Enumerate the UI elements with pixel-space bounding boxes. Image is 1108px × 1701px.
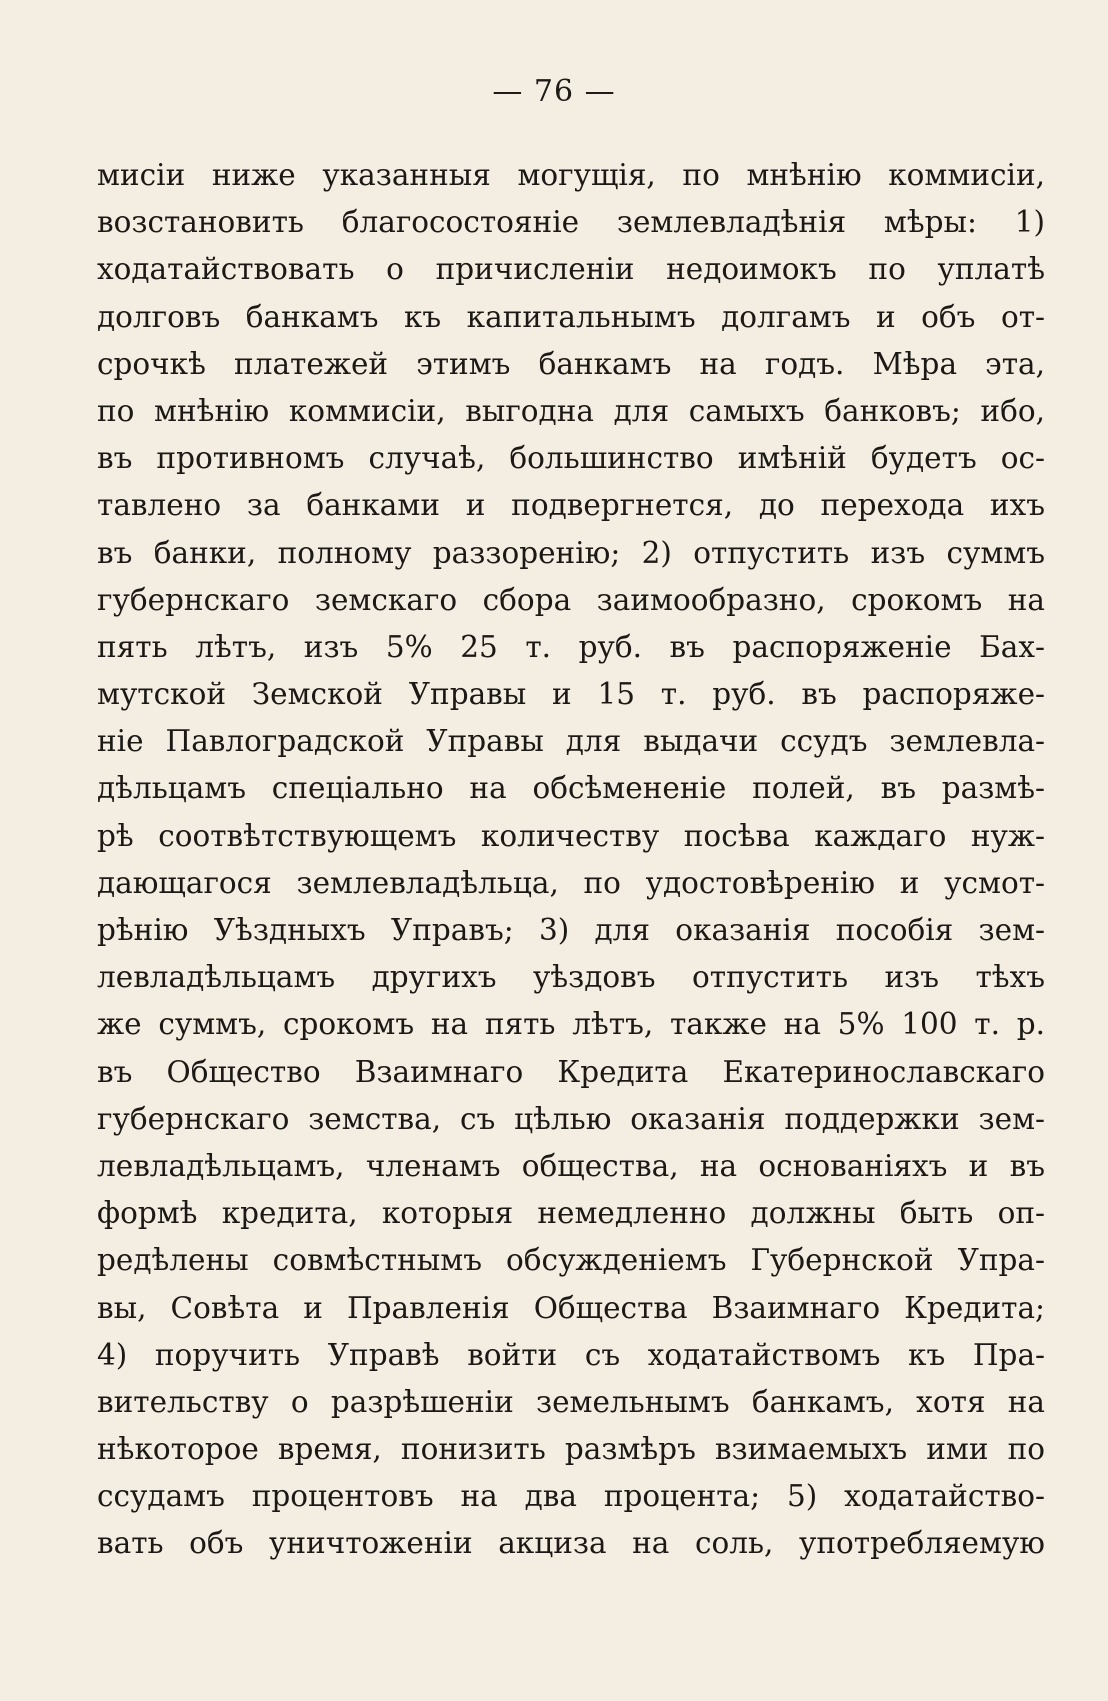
text-line: возстановить благосостояніе землевладѣнія мѣры: 1): [97, 205, 1045, 240]
text-line: мисіи ниже указанныя могущія, по мнѣнію коммисіи,: [97, 158, 1045, 192]
text-line: 4) поручить Управѣ войти съ ходатайствомъ къ Пра-: [97, 1337, 1045, 1372]
text-line: мутской Земской Управы и 15 т. руб. въ распоряже-: [97, 677, 1045, 712]
text-line: нѣкоторое время, понизить размѣръ взимаемыхъ ими по: [97, 1432, 1045, 1467]
text-line: ссудамъ процентовъ на два процента; 5) ходатайство-: [97, 1479, 1045, 1514]
text-line: долговъ банкамъ къ капитальнымъ долгамъ и объ от-: [97, 299, 1045, 334]
text-line: левладѣльцамъ, членамъ общества, на основаніяхъ и въ: [97, 1148, 1045, 1183]
text-line: формѣ кредита, которыя немедленно должны быть оп-: [97, 1196, 1045, 1231]
text-line: дающагося землевладѣльца, по удостовѣренію и усмот-: [97, 865, 1045, 900]
body-text: [97, 152, 1045, 1568]
text-line: рѣ соотвѣтствующемъ количеству посѣва каждаго нуж-: [97, 818, 1045, 853]
text-line: тавлено за банками и подвергнется, до перехода ихъ: [97, 488, 1045, 523]
text-line: въ противномъ случаѣ, большинство имѣній будетъ ос-: [97, 441, 1045, 476]
text-line: срочкѣ платежей этимъ банкамъ на годъ. Мѣра эта,: [97, 346, 1045, 381]
text-line: ніе Павлоградской Управы для выдачи ссудъ землевла-: [97, 724, 1045, 759]
text-line: редѣлены совмѣстнымъ обсужденіемъ Губернской Упра-: [97, 1243, 1045, 1278]
text-line: вительству о разрѣшеніи земельнымъ банкамъ, хотя на: [97, 1384, 1045, 1419]
page-number: — 76 —: [492, 74, 616, 109]
text-line: вать объ уничтоженіи акциза на соль, употребляемую: [97, 1526, 1045, 1561]
text-line: же суммъ, срокомъ на пять лѣтъ, также на 5% 100 т. р.: [97, 1007, 1045, 1042]
text-line: вы, Совѣта и Правленія Общества Взаимнаго Кредита;: [97, 1290, 1045, 1325]
text-line: пять лѣтъ, изъ 5% 25 т. руб. въ распоряженіе Бах-: [97, 629, 1045, 664]
text-line: ходатайствовать о причисленіи недоимокъ по уплатѣ: [97, 252, 1045, 287]
text-line: въ Общество Взаимнаго Кредита Екатеринославскаго: [97, 1054, 1045, 1089]
text-line: по мнѣнію коммисіи, выгодна для самыхъ банковъ; ибо,: [97, 393, 1045, 428]
text-line: дѣльцамъ спеціально на обсѣмененіе полей, въ размѣ-: [97, 771, 1045, 806]
text-line: левладѣльцамъ другихъ уѣздовъ отпустить изъ тѣхъ: [97, 960, 1045, 995]
text-line: въ банки, полному раззоренію; 2) отпустить изъ суммъ: [97, 535, 1045, 570]
text-line: рѣнію Уѣздныхъ Управъ; 3) для оказанія пособія зем-: [97, 913, 1045, 947]
text-line: губернскаго земства, съ цѣлью оказанія поддержки зем-: [97, 1101, 1045, 1136]
text-line: губернскаго земскаго сбора заимообразно, срокомъ на: [97, 582, 1045, 617]
